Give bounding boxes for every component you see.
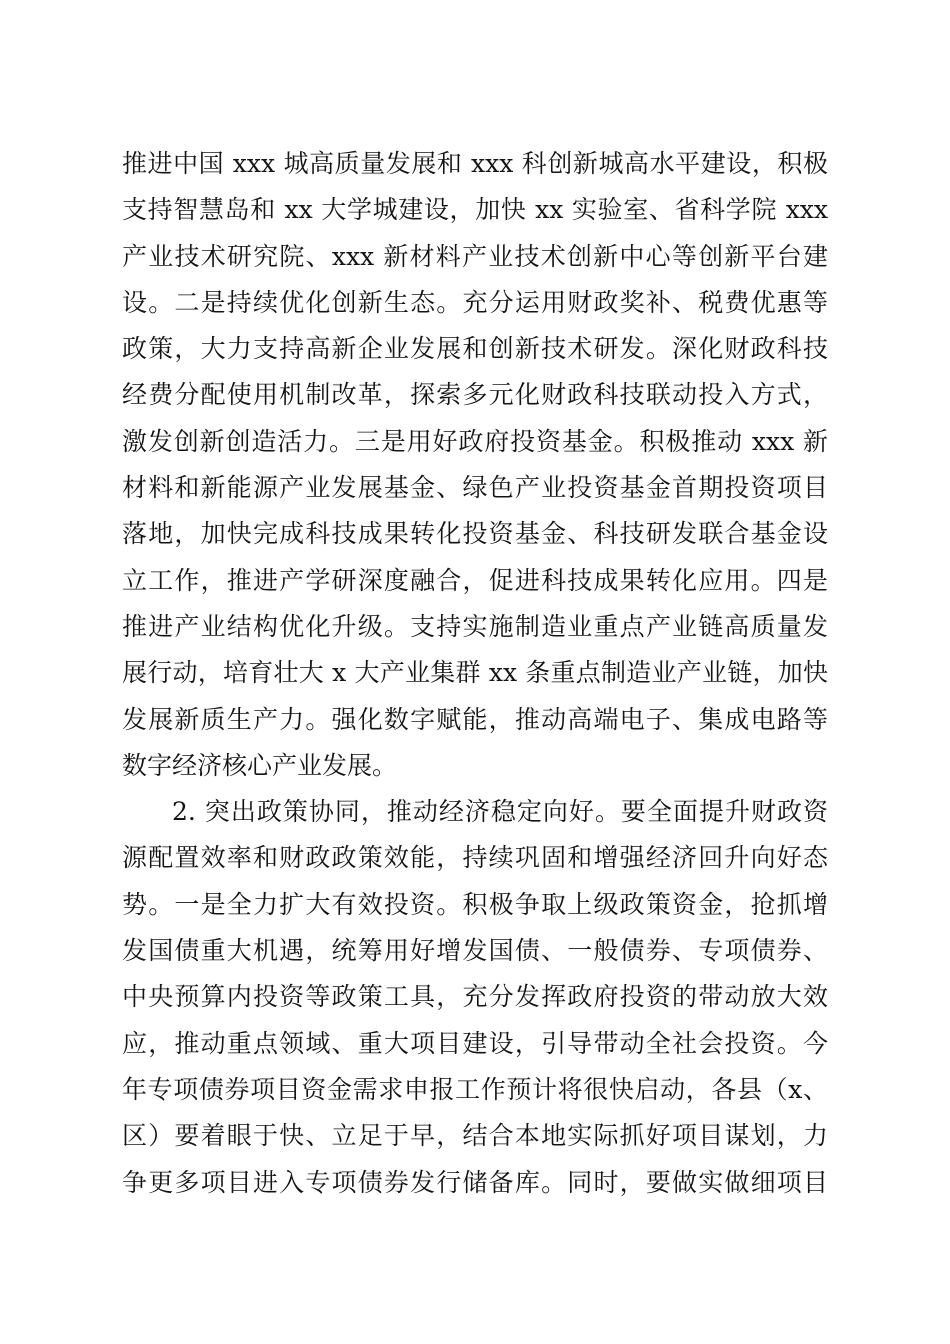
paragraph-p2	[122, 789, 828, 1206]
text-line: 激发创新创造活力。三是用好政府投资基金。积极推动 xxx 新	[122, 426, 828, 456]
text-line: 争更多项目进入专项债券发行储备库。同时，要做实做细项目	[122, 1167, 828, 1197]
text-line: 源配置效率和财政政策效能，持续巩固和增强经济回升向好态	[122, 843, 828, 873]
text-line: 支持智慧岛和 xx 大学城建设，加快 xx 实验室、省科学院 xxx	[122, 195, 828, 225]
text-line: 数字经济核心产业发展。	[122, 750, 398, 780]
text-line: 产业技术研究院、xxx 新材料产业技术创新中心等创新平台建	[122, 241, 828, 271]
text-line: 推进产业结构优化升级。支持实施制造业重点产业链高质量发	[122, 611, 828, 641]
text-line: 应，推动重点领域、重大项目建设，引导带动全社会投资。今	[122, 1028, 828, 1058]
text-line: 推进中国 xxx 城高质量发展和 xxx 科创新城高水平建设，积极	[122, 149, 828, 178]
text-line: 中央预算内投资等政策工具，充分发挥政府投资的带动放大效	[122, 982, 828, 1012]
body-text	[122, 141, 828, 1206]
text-line: 立工作，推进产学研深度融合，促进科技成果转化应用。四是	[122, 565, 828, 595]
text-line: 经费分配使用机制改革，探索多元化财政科技联动投入方式，	[122, 380, 828, 410]
text-line: 材料和新能源产业发展基金、绿色产业投资基金首期投资项目	[122, 473, 828, 503]
text-line: 展行动，培育壮大 x 大产业集群 xx 条重点制造业产业链，加快	[122, 658, 828, 688]
text-line: 区）要着眼于快、立足于早，结合本地实际抓好项目谋划，力	[122, 1121, 828, 1151]
text-line: 政策，大力支持高新企业发展和创新技术研发。深化财政科技	[122, 334, 828, 364]
text-line: 落地，加快完成科技成果转化投资基金、科技研发联合基金设	[122, 519, 828, 549]
text-line: 发展新质生产力。强化数字赋能，推动高端电子、集成电路等	[122, 704, 828, 734]
text-line: 年专项债券项目资金需求申报工作预计将很快启动，各县（x、	[122, 1074, 828, 1104]
text-line: 2. 突出政策协同，推动经济稳定向好。要全面提升财政资	[172, 797, 828, 827]
text-line: 设。二是持续优化创新生态。充分运用财政奖补、税费优惠等	[122, 287, 828, 317]
text-line: 势。一是全力扩大有效投资。积极争取上级政策资金，抢抓增	[122, 889, 828, 919]
text-line: 发国债重大机遇，统筹用好增发国债、一般债券、专项债券、	[122, 936, 828, 966]
paragraph-p1	[122, 141, 828, 789]
